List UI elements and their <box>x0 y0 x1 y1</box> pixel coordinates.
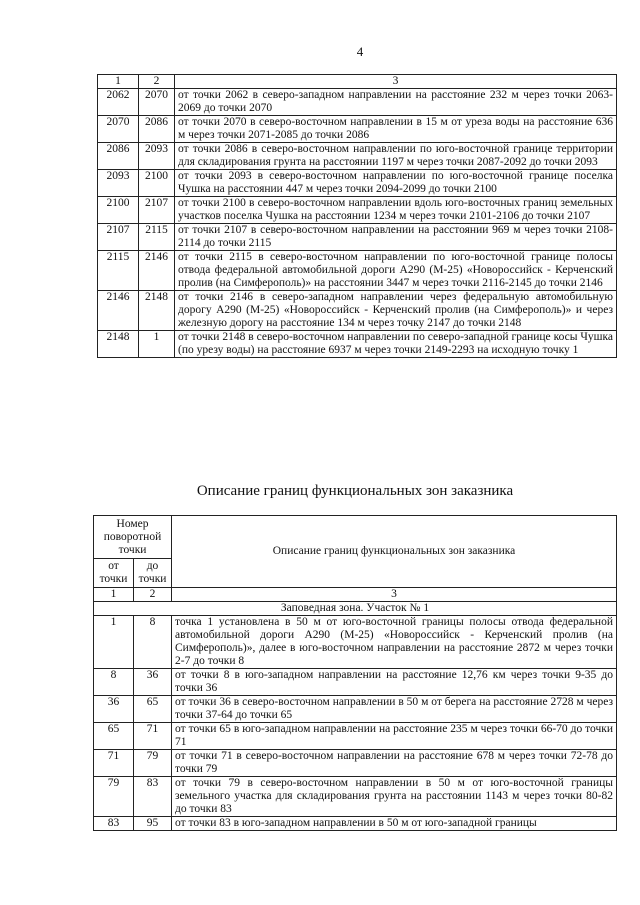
table-row <box>98 170 617 197</box>
description-cell: от точки 65 в юго-западном направлении на расстояние 235 м через точки 66-70 до точки 71 <box>172 723 617 750</box>
description-cell: от точки 83 в юго-западном направлении в 50 м от юго-западной границы <box>172 817 617 831</box>
description-cell: от точки 2146 в северо-западном направлении через федеральную автомобильную дорогу А290 (М-25) «Новороссийск - Керченский пролив (на Симферополь)» и через железную дорогу на расстояние 134 м через точку 2147 до точки 2148 <box>175 291 617 331</box>
description-cell: от точки 79 в северо-восточном направлении в 50 м от юго-восточной границы земельного участка для складирования грунта на расстоянии 1143 м через точки 80-82 до точки 83 <box>172 777 617 817</box>
to-point-cell: 2115 <box>139 224 175 251</box>
table-row <box>98 197 617 224</box>
to-point-cell: 2100 <box>139 170 175 197</box>
from-point-cell: 2100 <box>98 197 139 224</box>
table-row <box>98 143 617 170</box>
from-point-cell: 2093 <box>98 170 139 197</box>
to-point-cell: 1 <box>139 331 175 358</box>
table-row <box>94 817 617 831</box>
section-title: Описание границ функциональных зон заказника <box>196 483 514 499</box>
table-row <box>94 616 617 669</box>
to-point-cell: 2146 <box>139 251 175 291</box>
from-point-cell: 2107 <box>98 224 139 251</box>
description-header: Описание границ функциональных зон заказника <box>172 516 617 588</box>
table-row <box>98 291 617 331</box>
from-point-cell: 2062 <box>98 89 139 116</box>
zone-title: Заповедная зона. Участок № 1 <box>94 602 617 616</box>
table-row <box>94 696 617 723</box>
to-point-cell: 95 <box>134 817 172 831</box>
table-row <box>94 669 617 696</box>
from-point-header: от точки <box>94 559 134 588</box>
from-point-cell: 83 <box>94 817 134 831</box>
to-point-cell: 36 <box>134 669 172 696</box>
column-number-3: 3 <box>175 75 617 89</box>
point-number-header: Номер поворотной точки <box>94 516 172 559</box>
table-row <box>98 331 617 358</box>
description-cell: от точки 8 в юго-западном направлении на расстояние 12,76 км через точки 9-35 до точки 36 <box>172 669 617 696</box>
from-point-cell: 36 <box>94 696 134 723</box>
description-cell: от точки 2070 в северо-восточном направлении в 15 м от уреза воды на расстояние 636 м через точки 2071-2085 до точки 2086 <box>175 116 617 143</box>
from-point-cell: 1 <box>94 616 134 669</box>
column-number-3: 3 <box>172 588 617 602</box>
to-point-cell: 2086 <box>139 116 175 143</box>
to-point-cell: 79 <box>134 750 172 777</box>
from-point-cell: 8 <box>94 669 134 696</box>
table-row <box>98 116 617 143</box>
column-number-1: 1 <box>98 75 139 89</box>
from-point-cell: 71 <box>94 750 134 777</box>
from-point-cell: 2115 <box>98 251 139 291</box>
table-row <box>98 89 617 116</box>
functional-zones-table <box>93 515 617 831</box>
table-header-row <box>98 75 617 89</box>
from-point-cell: 65 <box>94 723 134 750</box>
page-number: 4 <box>356 44 364 59</box>
boundary-points-table <box>97 74 617 358</box>
description-cell: от точки 2115 в северо-восточном направлении по юго-восточной границе полосы отвода федеральной автомобильной дороги А290 (М-25) «Новороссийск - Керченский пролив (на Симферополь)» на расстоянии 3447 м через точки 2116-2145 до точки 2146 <box>175 251 617 291</box>
table-row <box>94 750 617 777</box>
description-cell: от точки 2086 в северо-восточном направлении по юго-восточной границе территории для складирования грунта на расстоянии 1197 м через точки 2087-2092 до точки 2093 <box>175 143 617 170</box>
description-cell: от точки 2107 в северо-восточном направлении на расстоянии 969 м через точки 2108-2114 до точки 2115 <box>175 224 617 251</box>
to-point-cell: 2107 <box>139 197 175 224</box>
description-cell: от точки 2148 в северо-восточном направлении по северо-западной границе косы Чушка (по урезу воды) на расстояние 6937 м через точки 2149-2293 на исходную точку 1 <box>175 331 617 358</box>
to-point-cell: 8 <box>134 616 172 669</box>
description-cell: точка 1 установлена в 50 м от юго-восточной границы полосы отвода федеральной автомобильной дороги А290 (М-25) «Новороссийск - Керченский пролив (на Симферополь)», далее в юго-восточном направлении на расстояние 2872 м через точки 2-7 до точки 8 <box>172 616 617 669</box>
to-point-cell: 2093 <box>139 143 175 170</box>
to-point-header: до точки <box>134 559 172 588</box>
description-cell: от точки 2062 в северо-западном направлении на расстояние 232 м через точки 2063-2069 до точки 2070 <box>175 89 617 116</box>
description-cell: от точки 36 в северо-восточном направлении в 50 м от берега на расстояние 2728 м через точки 37-64 до точки 65 <box>172 696 617 723</box>
column-numbers-row <box>94 588 617 602</box>
column-number-2: 2 <box>134 588 172 602</box>
table-row <box>98 251 617 291</box>
from-point-cell: 2146 <box>98 291 139 331</box>
to-point-cell: 71 <box>134 723 172 750</box>
from-point-cell: 2086 <box>98 143 139 170</box>
table-row <box>94 777 617 817</box>
from-point-cell: 2070 <box>98 116 139 143</box>
from-point-cell: 79 <box>94 777 134 817</box>
description-cell: от точки 2100 в северо-восточном направлении вдоль юго-восточных границ земельных участков поселка Чушка на расстоянии 1234 м через точки 2101-2106 до точки 2107 <box>175 197 617 224</box>
zone-title-row <box>94 602 617 616</box>
to-point-cell: 2148 <box>139 291 175 331</box>
to-point-cell: 65 <box>134 696 172 723</box>
from-point-cell: 2148 <box>98 331 139 358</box>
table-header-row <box>94 516 617 559</box>
column-number-1: 1 <box>94 588 134 602</box>
table-row <box>94 723 617 750</box>
to-point-cell: 2070 <box>139 89 175 116</box>
to-point-cell: 83 <box>134 777 172 817</box>
description-cell: от точки 2093 в северо-восточном направлении по юго-восточной границе поселка Чушка на расстоянии 447 м через точки 2094-2099 до точки 2100 <box>175 170 617 197</box>
description-cell: от точки 71 в северо-восточном направлении на расстояние 678 м через точки 72-78 до точки 79 <box>172 750 617 777</box>
table-row <box>98 224 617 251</box>
column-number-2: 2 <box>139 75 175 89</box>
